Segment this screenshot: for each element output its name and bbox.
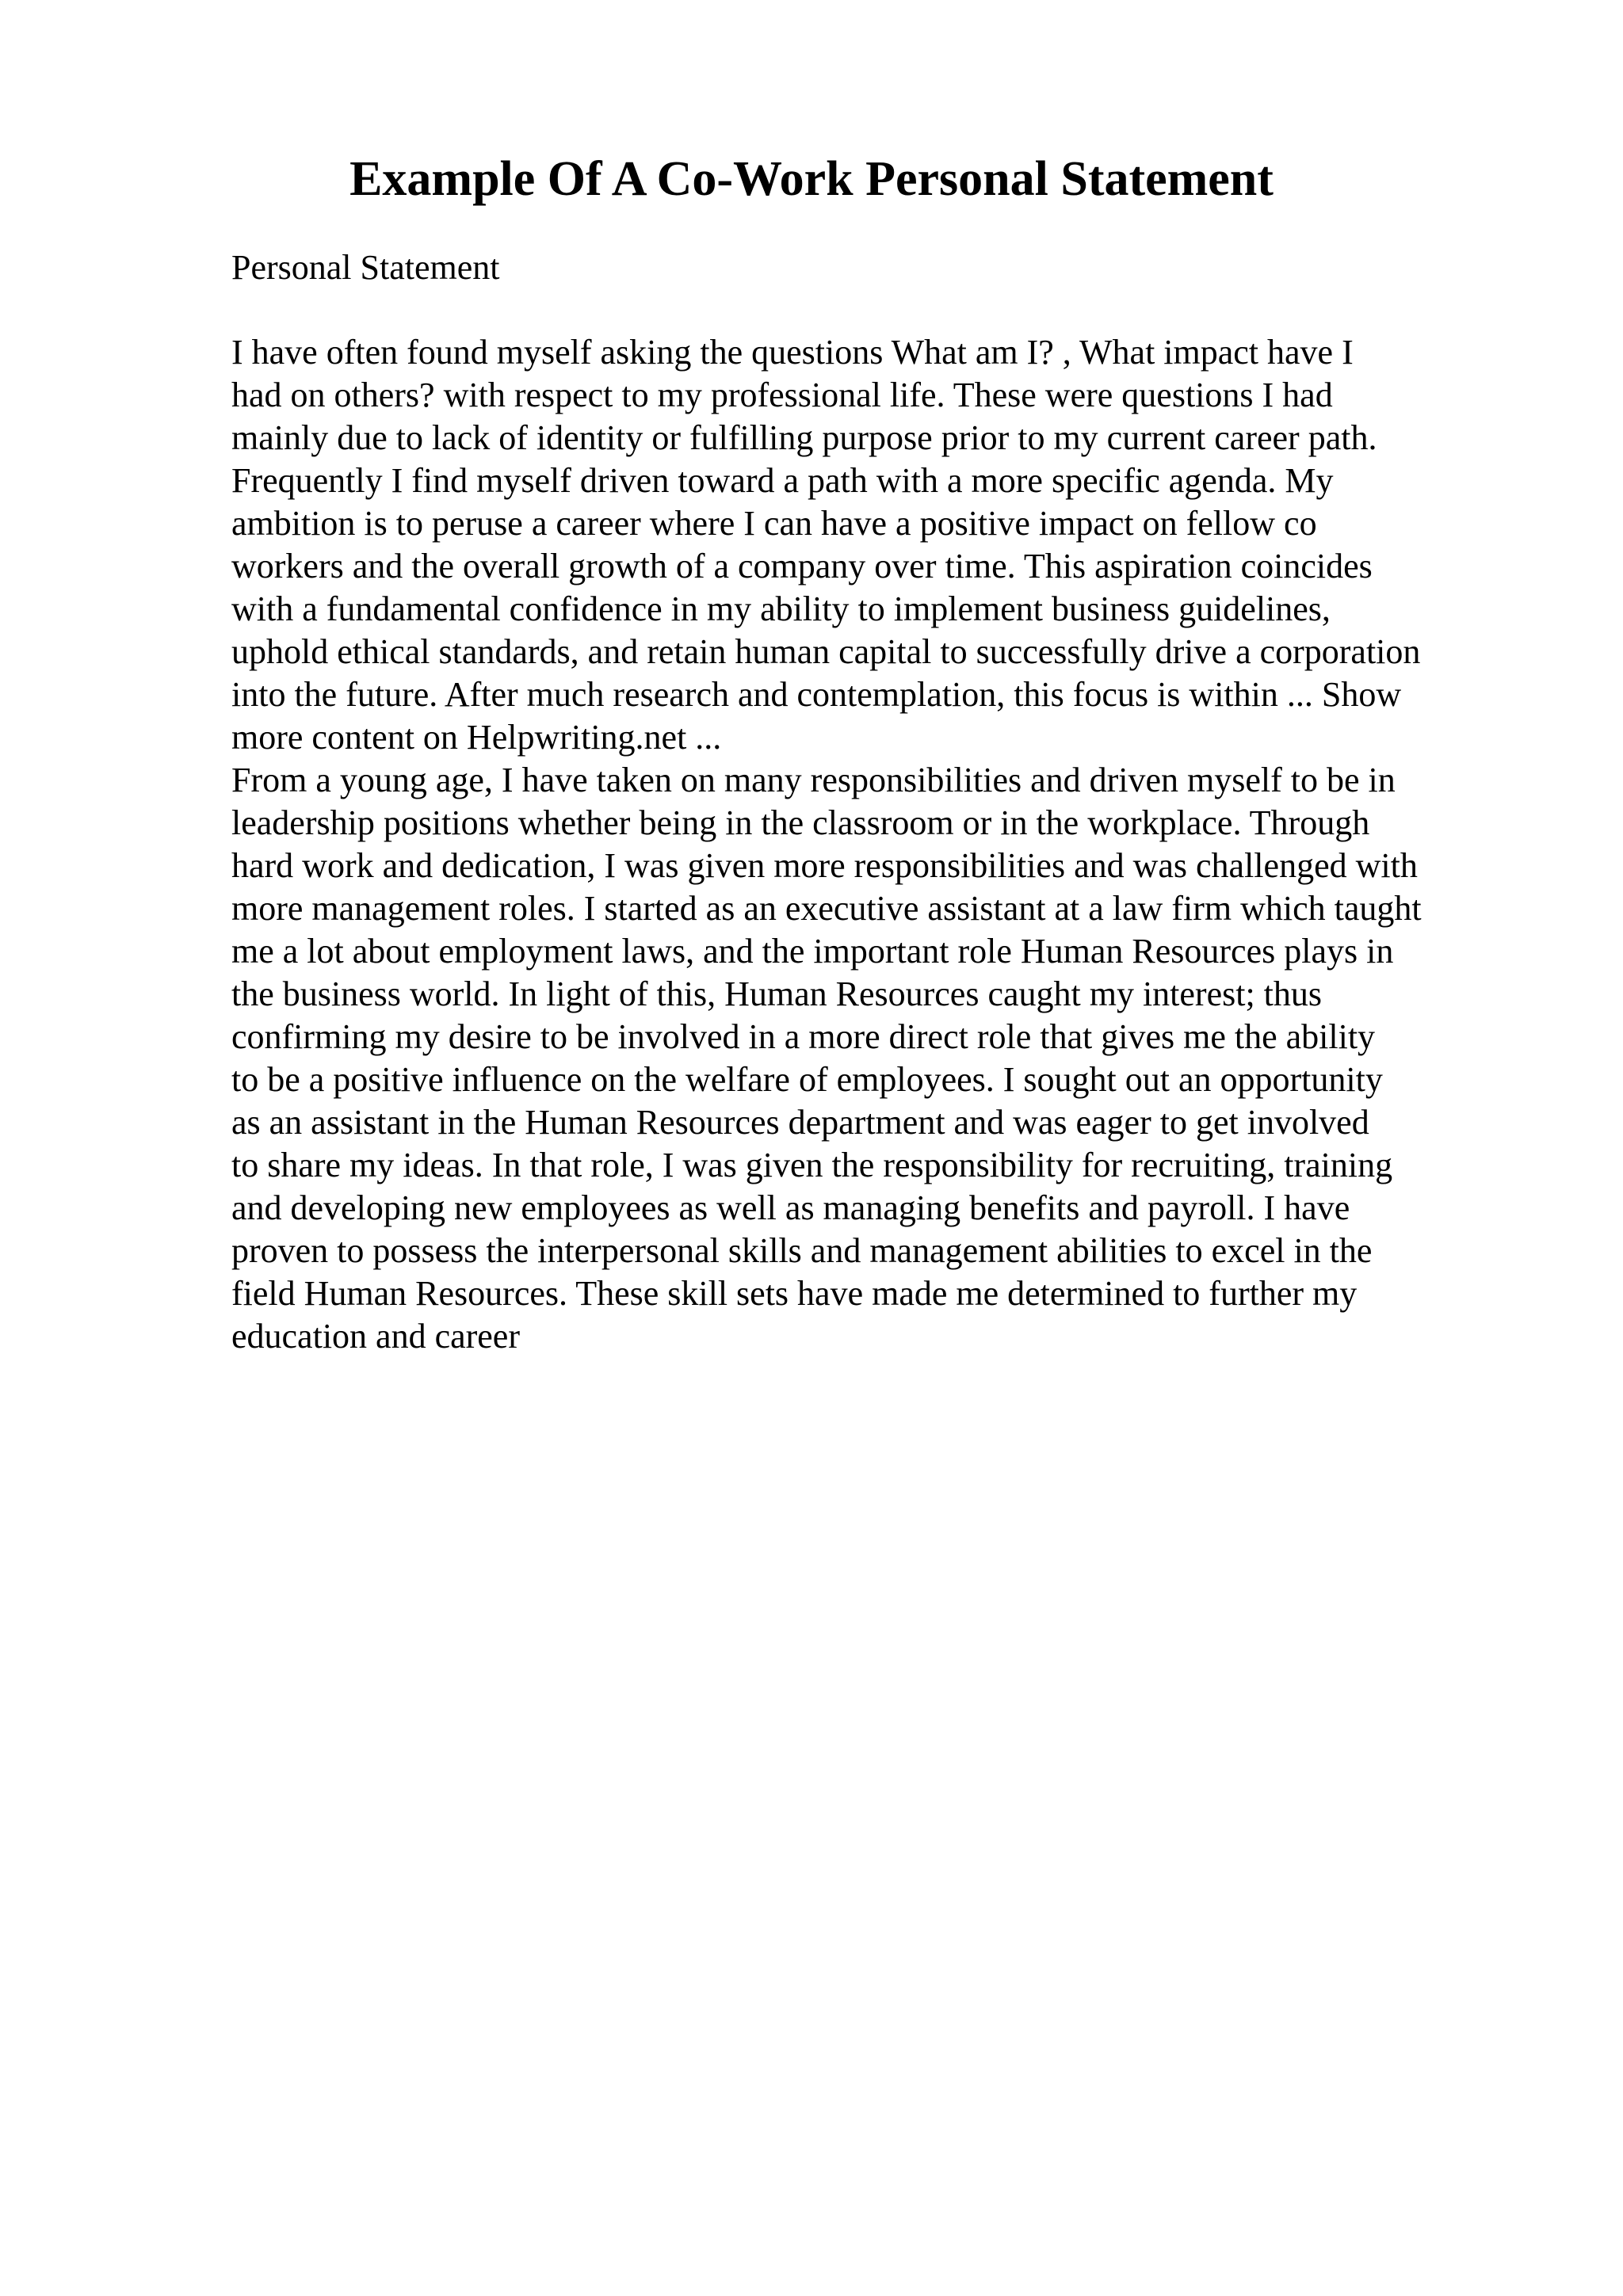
paragraph-1	[231, 331, 1420, 759]
paragraph-line: the business world. In light of this, Human Resources caught my interest; thus	[231, 974, 1323, 1013]
paragraph-line: me a lot about employment laws, and the important role Human Resources plays in	[231, 932, 1394, 971]
paragraph-line: Frequently I find myself driven toward a path with a more specific agenda. My	[231, 461, 1334, 500]
document-subtitle: Personal Statement	[231, 248, 500, 287]
paragraph-line: workers and the overall growth of a company over time. This aspiration coincides	[231, 547, 1373, 585]
paragraph-line: mainly due to lack of identity or fulfilling purpose prior to my current career path.	[231, 418, 1377, 457]
paragraph-line: leadership positions whether being in the classroom or in the workplace. Through	[231, 803, 1370, 842]
paragraph-line: to share my ideas. In that role, I was given the responsibility for recruiting, training	[231, 1146, 1393, 1184]
paragraph-line: proven to possess the interpersonal skills and management abilities to excel in the	[231, 1231, 1373, 1270]
paragraph-line: hard work and dedication, I was given more responsibilities and was challenged with	[231, 846, 1418, 885]
paragraph-line: into the future. After much research and contemplation, this focus is within ... Show	[231, 675, 1402, 714]
paragraph-line: with a fundamental confidence in my ability to implement business guidelines,	[231, 589, 1331, 628]
paragraph-line: as an assistant in the Human Resources department and was eager to get involved	[231, 1103, 1369, 1142]
paragraph-line: more management roles. I started as an executive assistant at a law firm which taught	[231, 889, 1422, 928]
paragraph-line: confirming my desire to be involved in a more direct role that gives me the ability	[231, 1017, 1376, 1056]
paragraph-line: and developing new employees as well as managing benefits and payroll. I have	[231, 1188, 1350, 1227]
paragraph-line: uphold ethical standards, and retain human capital to successfully drive a corporation	[231, 632, 1421, 671]
paragraph-line: had on others? with respect to my professional life. These were questions I had	[231, 376, 1333, 414]
paragraph-2	[231, 759, 1422, 1358]
paragraph-line: field Human Resources. These skill sets have made me determined to further my	[231, 1274, 1358, 1313]
paragraph-line: more content on Helpwriting.net ...	[231, 718, 722, 757]
paragraph-line: ambition is to peruse a career where I can have a positive impact on fellow co	[231, 504, 1317, 543]
paragraph-line: From a young age, I have taken on many responsibilities and driven myself to be in	[231, 761, 1396, 799]
paragraph-line: education and career	[231, 1317, 520, 1356]
paragraph-line: I have often found myself asking the questions What am I? , What impact have I	[231, 333, 1354, 372]
paragraph-line: to be a positive influence on the welfare of employees. I sought out an opportunity	[231, 1060, 1383, 1099]
document-title: Example Of A Co-Work Personal Statement	[349, 152, 1274, 206]
